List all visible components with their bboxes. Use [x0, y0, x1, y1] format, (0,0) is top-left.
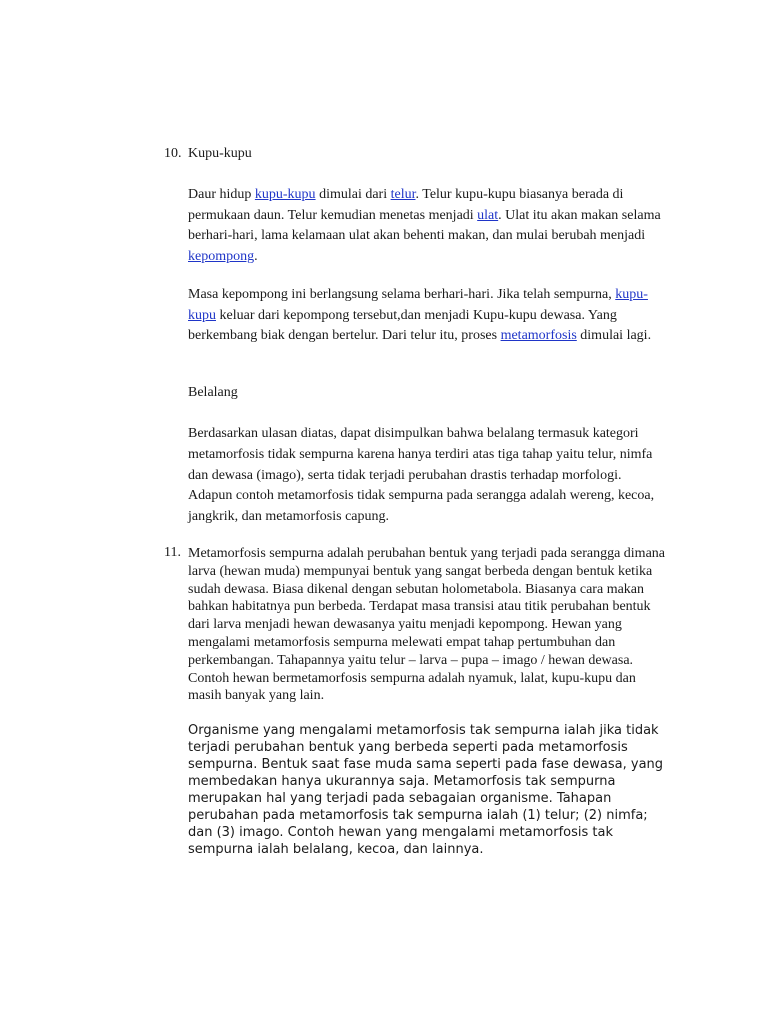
paragraph-daur-hidup: Daur hidup kupu-kupu dimulai dari telur. Telur kupu-kupu biasanya berada di permukaan daun. Telur kemudian menetas menjadi ulat. Ulat itu akan makan selama berhari-hari, lama kelamaan ulat akan behenti makan, dan mulai berubah menjadi kepompong.	[188, 187, 661, 264]
link-kupu-kupu-2[interactable]: kupu-kupu	[188, 287, 648, 323]
link-ulat[interactable]: ulat	[477, 207, 499, 223]
link-metamorfosis[interactable]: metamorfosis	[500, 328, 577, 343]
list-number-10: 10.	[164, 146, 182, 161]
section-title-kupu-kupu: Kupu-kupu	[188, 146, 252, 161]
subheading-belalang: Belalang	[188, 385, 238, 400]
paragraph-metamorfosis-sempurna: Metamorfosis sempurna adalah perubahan bentuk yang terjadi pada serangga dimana larva (hewan muda) mempunyai bentuk yang sangat berbeda dengan bentuk ketika sudah dewasa. Biasa dikenal dengan sebutan holometabola. Biasanya cara makan bahkan habitatnya pun berbeda. Terdapat masa transisi atau titik perubahan bentuk dari larva menjadi hewan dewasanya yaitu menjadi kepompong. Hewan yang mengalami metamorfosis sempurna melewati empat tahap pertumbuhan dan perkembangan. Tahapannya yaitu telur – larva – pupa – imago / hewan dewasa. Contoh hewan bermetamorfosis sempurna adalah nyamuk, lalat, kupu-kupu dan masih banyak yang lain.	[188, 546, 665, 704]
link-kepompong[interactable]: kepompong	[188, 248, 255, 264]
link-kupu-kupu[interactable]: kupu-kupu	[254, 187, 316, 202]
paragraph-belalang: Berdasarkan ulasan diatas, dapat disimpulkan bahwa belalang termasuk kategori metamorfosis tidak sempurna karena hanya terdiri atas tiga tahap yaitu telur, nimfa dan dewasa (imago), serta tidak terjadi perubahan drastis terhadap morfologi. Adapun contoh metamorfosis tidak sempurna pada serangga adalah wereng, kecoa, jangkrik, dan metamorfosis capung.	[188, 426, 655, 525]
paragraph-masa-kepompong: Masa kepompong ini berlangsung selama berhari-hari. Jika telah sempurna, kupu-kupu keluar dari kepompong tersebut,dan menjadi Kupu-kupu dewasa. Yang berkembang biak dengan bertelur. Dari telur itu, proses metamorfosis dimulai lagi.	[188, 287, 652, 343]
paragraph-metamorfosis-tak-sempurna: Organisme yang mengalami metamorfosis tak sempurna ialah jika tidak terjadi perubahan bentuk yang berbeda seperti pada metamorfosis sempurna. Bentuk saat fase muda sama seperti pada fase dewasa, yang membedakan hanya ukurannya saja. Metamorfosis tak sempurna merupakan hal yang terjadi pada sebagaian organisme. Tahapan perubahan pada metamorfosis tak sempurna ialah (1) telur; (2) nimfa; dan (3) imago. Contoh hewan yang mengalami metamorfosis tak sempurna ialah belalang, kecoa, dan lainnya.	[188, 723, 664, 857]
list-number-11: 11.	[164, 545, 181, 560]
link-telur[interactable]: telur	[390, 187, 416, 202]
